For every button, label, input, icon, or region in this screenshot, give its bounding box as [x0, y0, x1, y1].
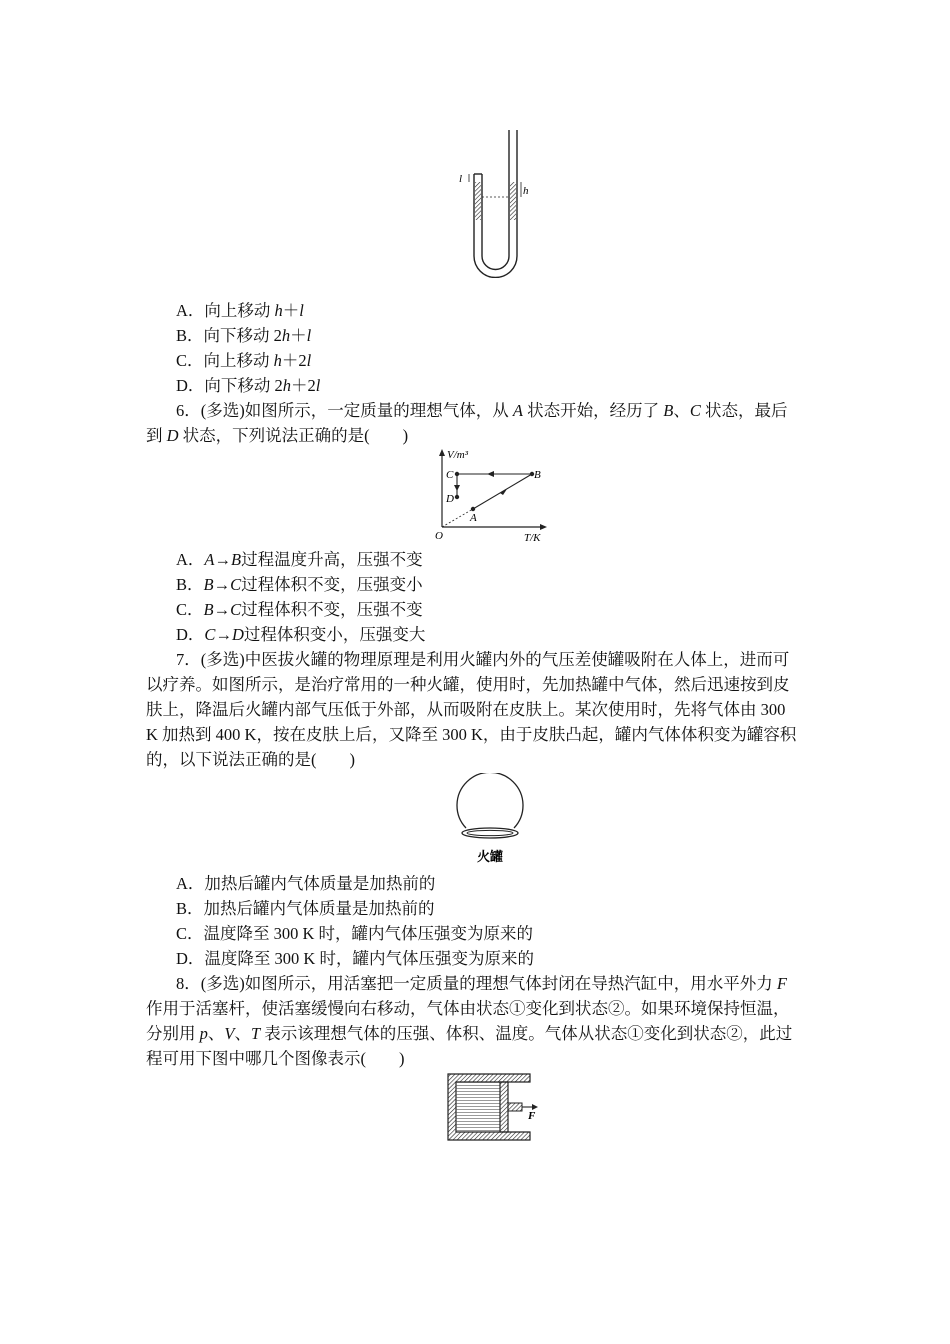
q5-option-d[interactable]: D．向下移动 2h＋2l — [176, 376, 321, 395]
q7-option-d[interactable]: D．温度降至 300 K 时，罐内气体压强变为原来的 — [176, 949, 534, 968]
x-axis-arrow — [540, 524, 547, 530]
x-axis-label: T/K — [524, 532, 541, 543]
q8-stem-line-4: 程可用下图中哪几个图像表示( ) — [146, 1049, 405, 1068]
cylinder-piston-figure — [444, 1072, 544, 1142]
piston — [500, 1082, 508, 1132]
q7-stem-line-4: K 加热到 400 K，按在皮肤上后，又降至 300 K，由于皮肤凸起，罐内气体体积变为罐容积 — [146, 725, 797, 744]
u-tube-figure — [455, 126, 545, 278]
label-l: l — [459, 173, 463, 185]
q8-stem-line-1: 8．(多选)如图所示，用活塞把一定质量的理想气体封闭在导热汽缸中，用水平外力 F — [176, 974, 787, 993]
piston-rod — [508, 1103, 522, 1111]
label-point-d: D — [446, 493, 454, 505]
q7-option-c[interactable]: C．温度降至 300 K 时，罐内气体压强变为原来的 — [176, 924, 534, 943]
origin-label: O — [435, 530, 443, 542]
q6-option-a[interactable]: A．A→B过程温度升高，压强不变 — [176, 550, 423, 569]
point-d — [455, 495, 459, 499]
y-axis-label: V/m³ — [447, 449, 469, 461]
arrow-b-c — [487, 471, 494, 477]
q7-stem-line-5: 的，以下说法正确的是( ) — [146, 750, 355, 769]
q6-option-c[interactable]: C．B→C过程体积不变，压强不变 — [176, 600, 423, 619]
q7-stem-line-1: 7．(多选)中医拔火罐的物理原理是利用火罐内外的气压差使罐吸附在人体上，进而可 — [176, 650, 790, 669]
q5-option-b[interactable]: B．向下移动 2h＋l — [176, 326, 312, 345]
point-c — [455, 472, 459, 476]
point-a — [471, 507, 475, 511]
q6-stem-line-2: 到 D 状态，下列说法正确的是( ) — [146, 426, 409, 445]
label-point-a: A — [470, 512, 477, 524]
vt-graph — [428, 447, 558, 543]
force-label: F — [528, 1110, 536, 1122]
cupping-jar-figure — [450, 773, 530, 868]
figure-caption-jar: 火罐 — [477, 849, 504, 864]
q7-option-a[interactable]: A．加热后罐内气体质量是加热前的 — [176, 874, 436, 893]
label-point-c: C — [446, 469, 454, 481]
q7-stem-line-2: 以疗养。如图所示，是治疗常用的一种火罐，使用时，先加热罐中气体，然后迅速按到皮 — [146, 675, 790, 694]
q7-stem-line-3: 肤上，降温后火罐内部气压低于外部，从而吸附在皮肤上。某次使用时，先将气体由 300 — [146, 700, 786, 719]
label-h: h — [523, 185, 529, 197]
q6-option-b[interactable]: B．B→C过程体积不变，压强变小 — [176, 575, 423, 594]
q5-option-c[interactable]: C．向上移动 h＋2l — [176, 351, 312, 370]
q7-option-b[interactable]: B．加热后罐内气体质量是加热前的 — [176, 899, 435, 918]
path-a-b — [473, 474, 532, 509]
q5-option-a[interactable]: A．向上移动 h＋l — [176, 301, 304, 320]
y-axis-arrow — [439, 449, 445, 456]
arrow-c-d — [454, 485, 460, 491]
q6-stem-line-1: 6．(多选)如图所示，一定质量的理想气体，从 A 状态开始，经历了 B、C 状态，最后 — [176, 401, 788, 420]
q8-stem-line-2: 作用于活塞杆，使活塞缓慢向右移动，气体由状态①变化到状态②。如果环境保持恒温， — [146, 999, 790, 1018]
q8-stem-line-3: 分别用 p、V、T 表示该理想气体的压强、体积、温度。气体从状态①变化到状态②，此过 — [146, 1024, 793, 1043]
q6-option-d[interactable]: D．C→D过程体积变小，压强变大 — [176, 625, 426, 644]
label-point-b: B — [534, 469, 541, 481]
